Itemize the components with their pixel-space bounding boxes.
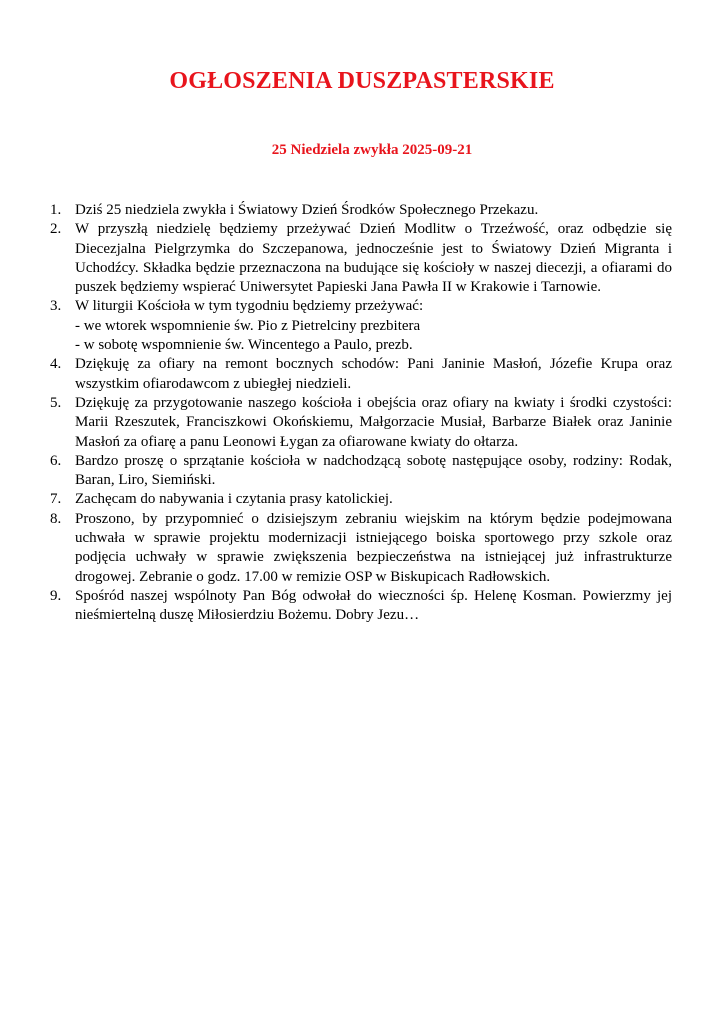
item-number: 2. [50, 221, 62, 238]
announcement-item [50, 355, 672, 394]
item-text: Zachęcam do nabywania i czytania prasy katolickiej. [75, 491, 393, 508]
announcement-item [50, 394, 672, 452]
page-title: OGŁOSZENIA DUSZPASTERSKIE [169, 68, 555, 94]
item-text: W liturgii Kościoła w tym tygodniu będziemy przeżywać: [75, 298, 424, 315]
item-subline: - we wtorek wspomnienie św. Pio z Pietrelciny prezbitera [75, 317, 421, 334]
announcements-list [50, 201, 672, 626]
announcement-item [50, 510, 672, 587]
item-number: 6. [50, 452, 62, 469]
item-text: Dziękuję za przygotowanie naszego kościoła i obejścia oraz ofiary na kwiaty i środki czystości: Marii Rzeszutek, Franciszkowi Okońskiemu, Małgorzacie Musiał, Barbarze Białek oraz Janinie Masłoń za ofiarę a panu Leonowi Łygan za ofiarowane kwiaty do ołtarza. [75, 394, 672, 450]
item-number: 8. [50, 510, 62, 527]
item-text: Spośród naszej wspólnoty Pan Bóg odwołał do wieczności śp. Helenę Kosman. Powierzmy jej nieśmiertelną duszę Miłosierdziu Bożemu. Dobry Jezu… [75, 587, 672, 624]
item-subline: - w sobotę wspomnienie św. Wincentego a Paulo, prezb. [75, 337, 413, 354]
item-number: 5. [50, 394, 62, 411]
announcement-item [50, 490, 672, 509]
announcement-item [50, 297, 672, 355]
item-text: Dziś 25 niedziela zwykła i Światowy Dzień Środków Społecznego Przekazu. [75, 202, 539, 218]
item-text: Proszono, by przypomnieć o dzisiejszym zebraniu wiejskim na którym będzie podejmowana uchwała w sprawie projektu modernizacji istniejącego boiska sportowego przy szkole oraz podjęcia uchwały w sprawie zwiększenia bezpieczeństwa na istniejącej już infrastrukturze drogowej. Zebranie o godz. 17.00 w remizie OSP w Biskupicach Radłowskich. [75, 510, 672, 585]
item-text: Bardzo proszę o sprzątanie kościoła w nadchodzącą sobotę następujące osoby, rodziny: Rodak, Baran, Liro, Siemiński. [75, 452, 672, 489]
announcement-item [50, 201, 672, 220]
announcement-item [50, 587, 672, 626]
item-text: W przyszłą niedzielę będziemy przeżywać Dzień Modlitw o Trzeźwość, oraz odbędzie się Diecezjalna Pielgrzymka do Szczepanowa, jednocześnie jest to Światowy Dzień Migranta i Uchodźcy. Składka będzie przeznaczona na budujące się kościoły w naszej diecezji, a ofiarami do puszek będziemy wspierać Uniwersytet Papieski Jana Pawła II w Krakowie i Tarnowie. [75, 221, 672, 296]
item-number: 9. [50, 587, 62, 604]
item-number: 4. [50, 356, 62, 373]
item-number: 3. [50, 298, 62, 315]
item-number: 7. [50, 491, 62, 508]
announcement-item [50, 452, 672, 491]
announcement-item [50, 220, 672, 297]
item-number: 1. [50, 202, 62, 218]
page-subtitle: 25 Niedziela zwykła 2025-09-21 [271, 142, 473, 158]
item-text: Dziękuję za ofiary na remont bocznych schodów: Pani Janinie Masłoń, Józefie Krupa oraz wszystkim ofiarodawcom z ubiegłej niedzieli. [75, 356, 672, 392]
